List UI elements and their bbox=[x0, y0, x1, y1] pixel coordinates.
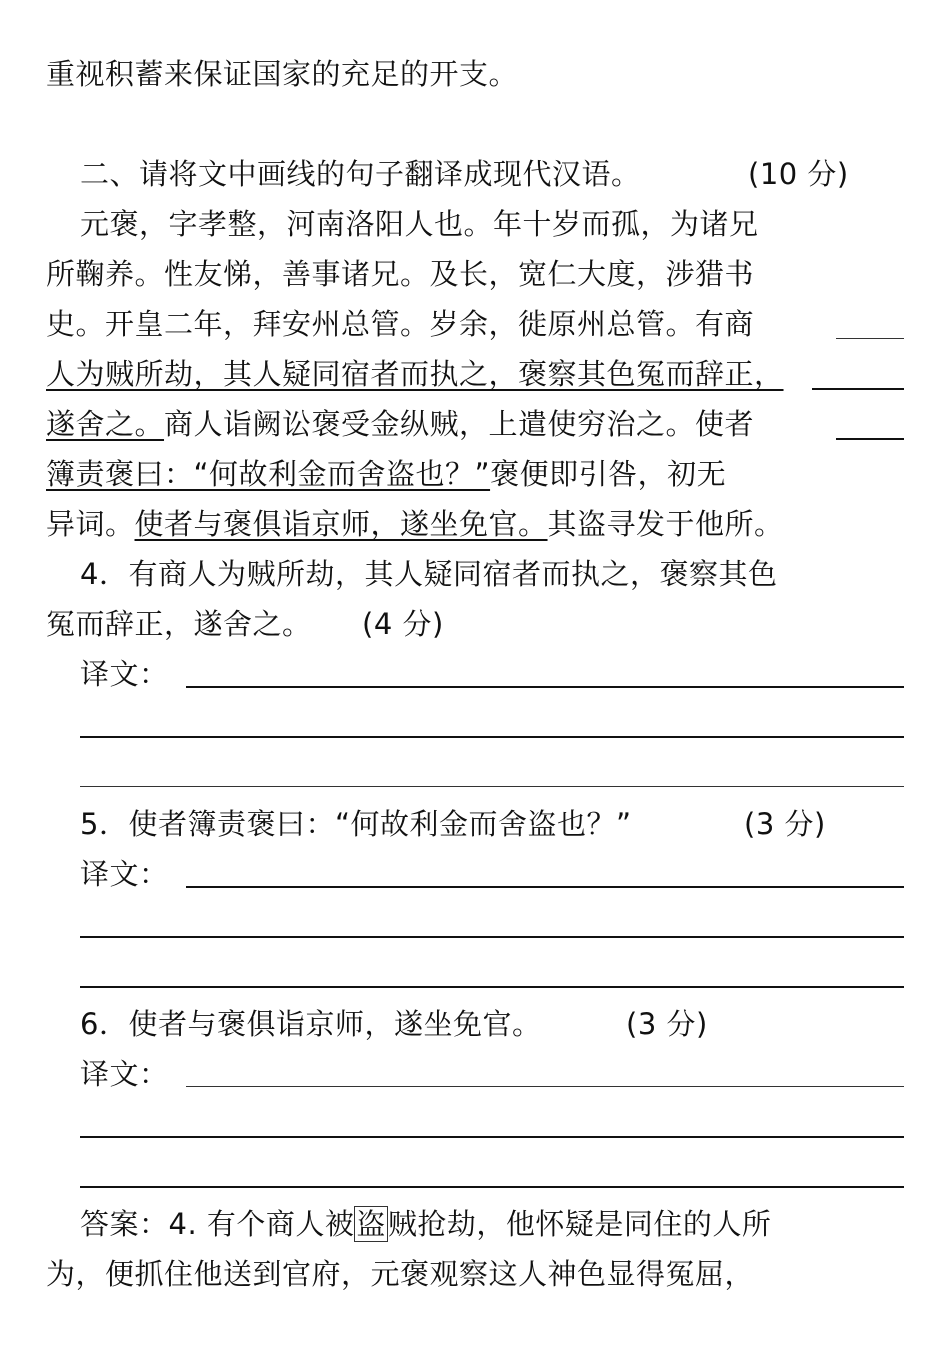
question-4-score: (4 分) bbox=[362, 607, 444, 641]
answer-line-6-2[interactable] bbox=[80, 1136, 904, 1138]
question-5: 5．使者簿责褒曰：“何故利金而舍盗也？” bbox=[80, 807, 632, 841]
answer-line-4-2[interactable] bbox=[80, 736, 904, 738]
answer-line-4-1[interactable] bbox=[186, 686, 904, 688]
underline-extension-1 bbox=[812, 388, 904, 390]
answer-line-1 bbox=[80, 1206, 771, 1242]
passage-text: 褒便即引咎，初无 bbox=[490, 457, 727, 491]
underlined-sentence-3: 使者与褒俱诣京师，遂坐免官。 bbox=[134, 507, 548, 541]
answer-line-2: 为，便抓住他送到官府，元褒观察这人神色显得冤屈， bbox=[46, 1257, 755, 1291]
margin-blank-1 bbox=[836, 338, 904, 339]
passage-line-1: 元褒，字孝整，河南洛阳人也。年十岁而孤，为诸兄 bbox=[80, 207, 759, 241]
question-6: 6．使者与褒俱诣京师，遂坐免官。 bbox=[80, 1007, 542, 1041]
passage-text: 异词。 bbox=[46, 507, 135, 541]
section-score: (10 分) bbox=[748, 157, 849, 191]
section-title: 二、请将文中画线的句子翻译成现代汉语。 bbox=[80, 157, 641, 191]
passage-line-6 bbox=[46, 456, 726, 492]
answer-label: 答案： bbox=[80, 1207, 169, 1241]
translation-label-6: 译文： bbox=[80, 1057, 169, 1091]
answer-line-6-3[interactable] bbox=[80, 1186, 904, 1188]
passage-text: 商人诣阙讼褒受金纵贼，上遣使穷治之。使者 bbox=[164, 407, 755, 441]
question-4-line-2: 冤而辞正，遂舍之。 bbox=[46, 607, 312, 641]
margin-blank-2 bbox=[836, 438, 904, 440]
paragraph-line-1: 重视积蓄来保证国家的充足的开支。 bbox=[46, 57, 519, 91]
underlined-sentence-end: 遂舍之。 bbox=[46, 407, 165, 441]
translation-label-4: 译文： bbox=[80, 657, 169, 691]
question-6-score: (3 分) bbox=[626, 1007, 708, 1041]
answer-line-5-3[interactable] bbox=[80, 986, 904, 988]
question-4-line-1: 4．有商人为贼所劫，其人疑同宿者而执之，褒察其色 bbox=[80, 557, 778, 591]
passage-line-4: 人为贼所劫，其人疑同宿者而执之，褒察其色冤而辞正， bbox=[46, 357, 784, 391]
answer-line-5-1[interactable] bbox=[186, 886, 904, 888]
answer-line-4-3[interactable] bbox=[80, 786, 904, 787]
boxed-character: 盗 bbox=[356, 1207, 386, 1241]
answer-line-5-2[interactable] bbox=[80, 936, 904, 938]
underlined-sentence-2: 簿责褒曰：“何故利金而舍盗也？” bbox=[46, 457, 491, 491]
question-5-score: (3 分) bbox=[744, 807, 826, 841]
answer-text: 贼抢劫，他怀疑是同住的人所 bbox=[387, 1207, 772, 1241]
answer-line-6-1[interactable] bbox=[186, 1086, 904, 1087]
passage-line-3: 史。开皇二年，拜安州总管。岁余，徙原州总管。有商 bbox=[46, 307, 755, 341]
passage-text: 其盗寻发于他所。 bbox=[547, 507, 784, 541]
translation-label-5: 译文： bbox=[80, 857, 169, 891]
passage-line-5 bbox=[46, 406, 754, 442]
passage-line-7 bbox=[46, 506, 784, 542]
passage-line-2: 所鞠养。性友悌，善事诸兄。及长，宽仁大度，涉猎书 bbox=[46, 257, 755, 291]
answer-text: 4. 有个商人被 bbox=[168, 1207, 355, 1241]
